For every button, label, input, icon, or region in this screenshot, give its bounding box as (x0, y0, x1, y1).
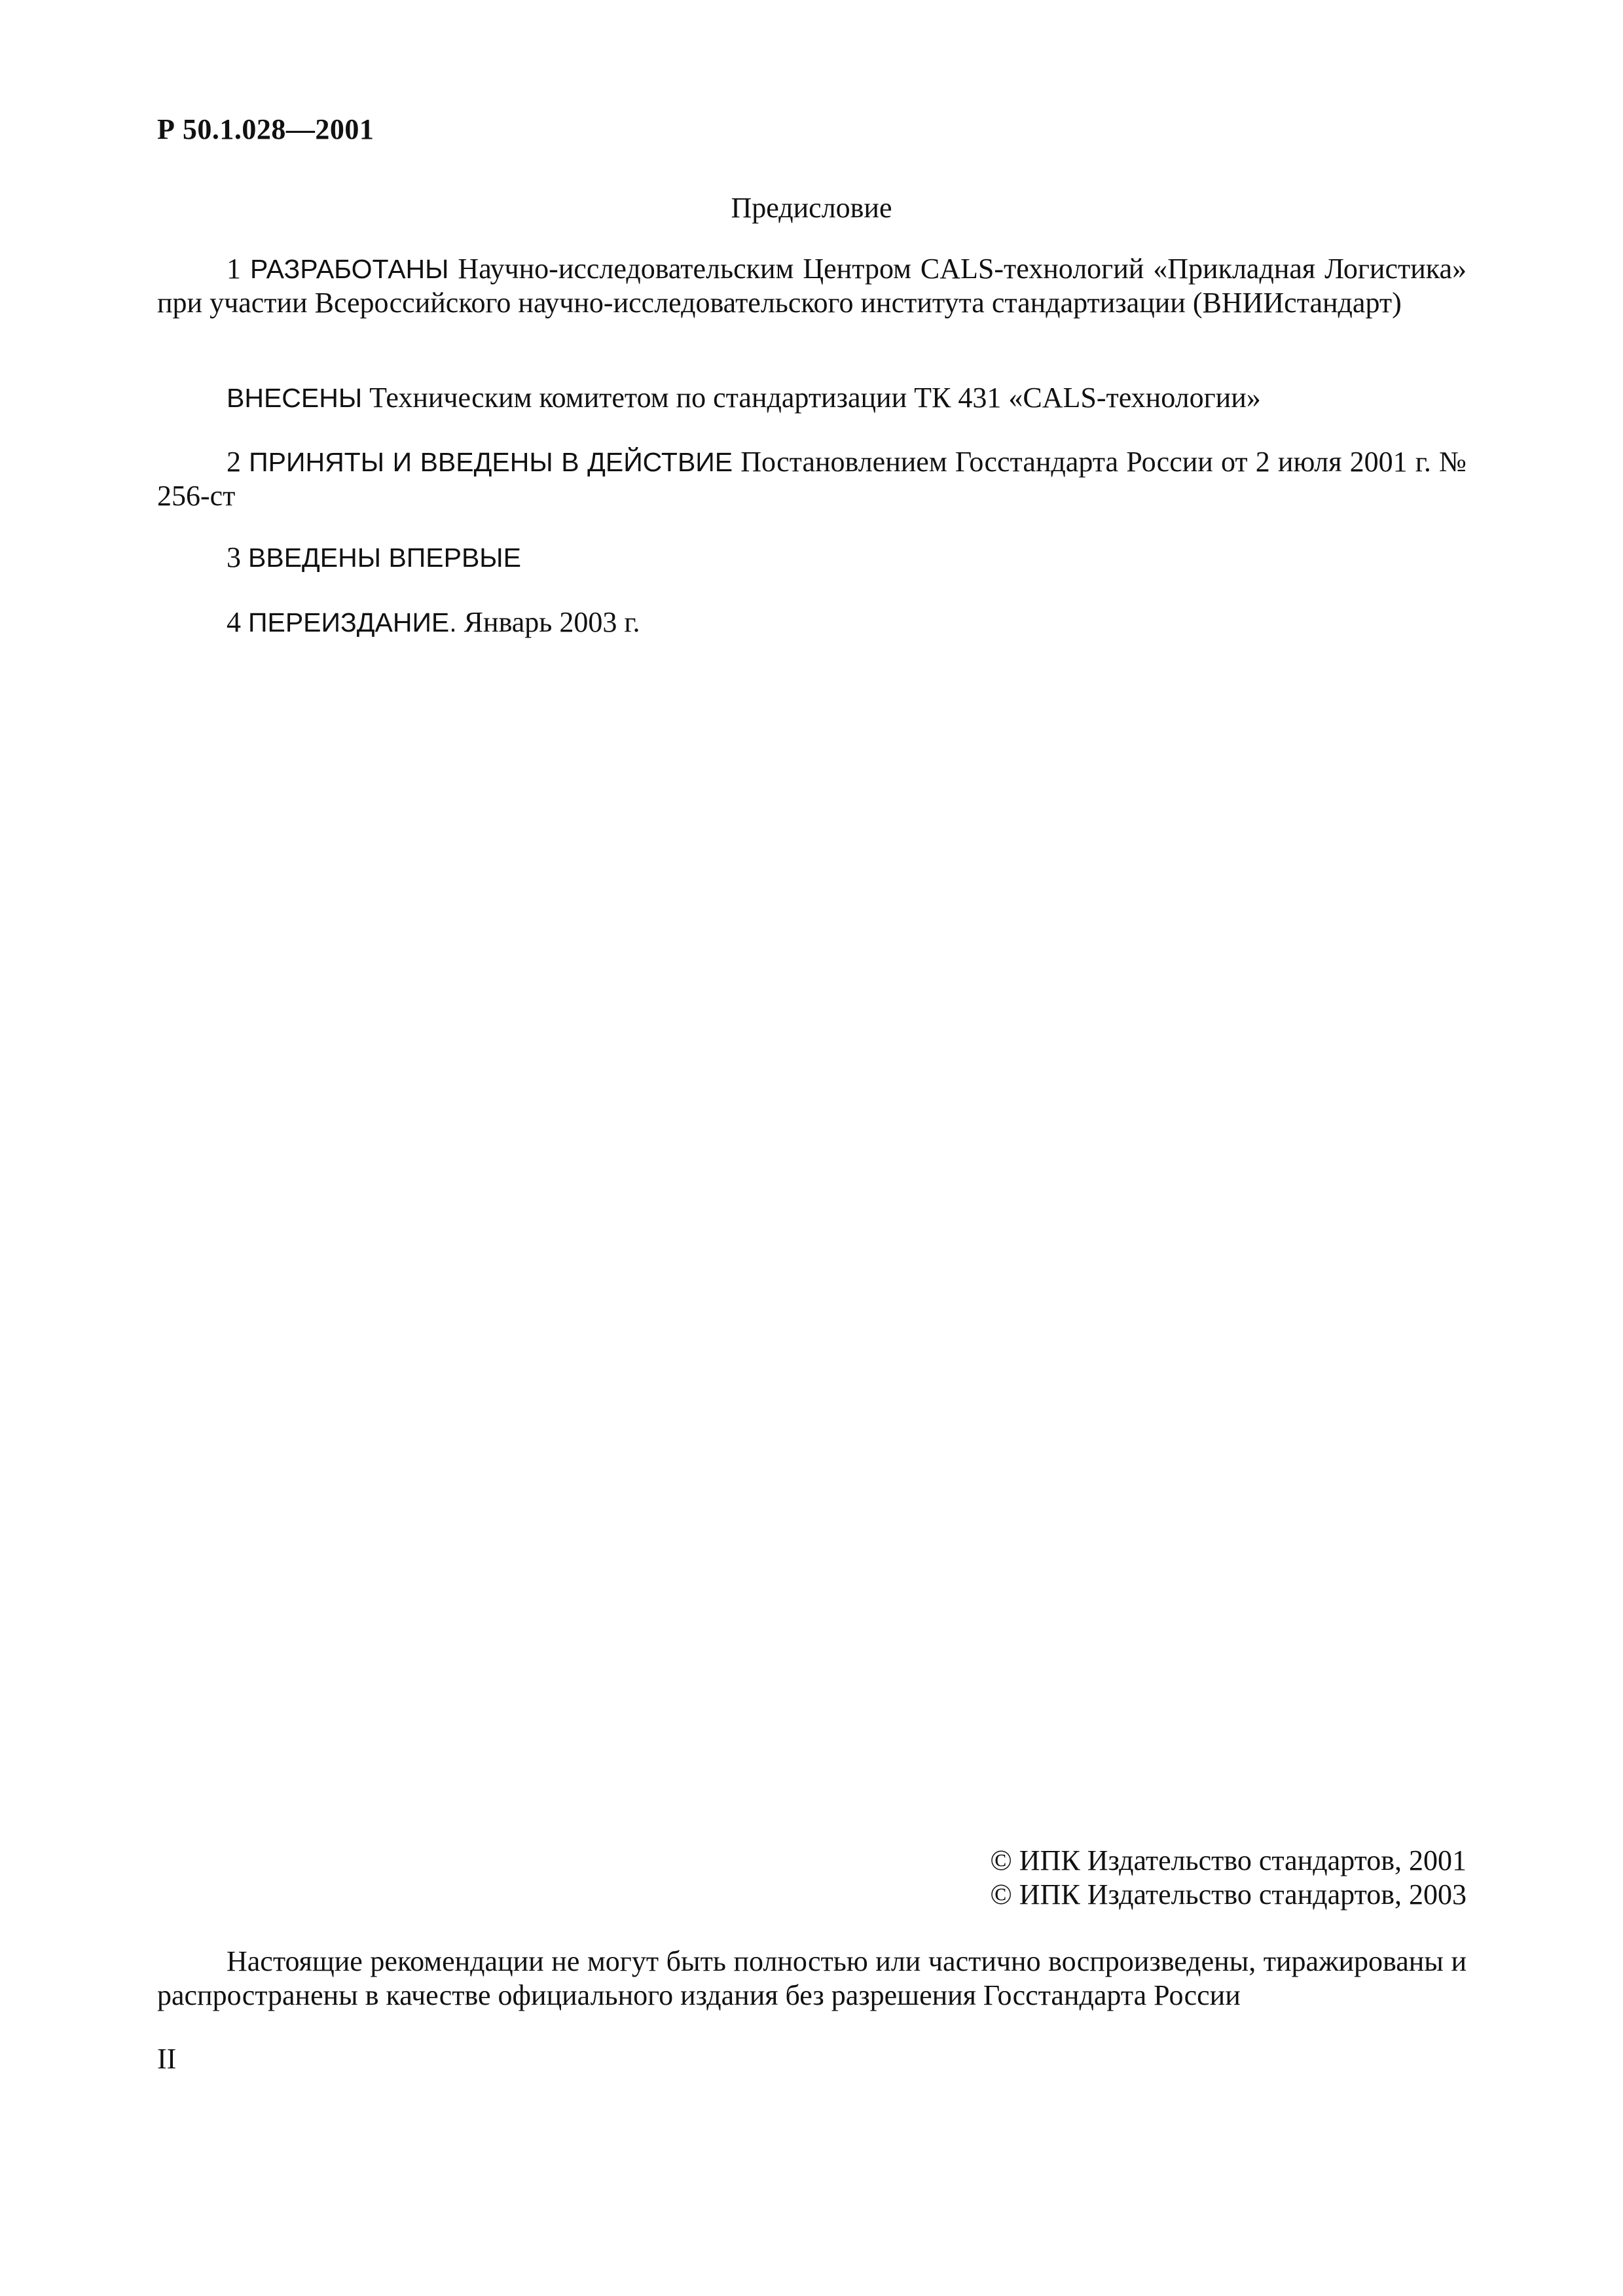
foreword-item-1 (157, 252, 1467, 320)
item-number: 2 (227, 446, 241, 478)
item-number: 1 (227, 253, 241, 285)
page-number: II (157, 2043, 177, 2075)
item-caps: ПЕРЕИЗДАНИЕ. (248, 607, 457, 637)
item-text: Техническим комитетом по стандартизации ТК 431 «CALS-технологии» (362, 382, 1261, 414)
item-text: Январь 2003 г. (456, 606, 640, 638)
item-text: Постановлением Госстандарта России от 2 июля 2001 г. № 256-ст (157, 446, 1467, 512)
item-caps: РАЗРАБОТАНЫ (249, 254, 449, 284)
item-caps: ВВЕДЕНЫ ВПЕРВЫЕ (248, 543, 521, 573)
foreword-item-submitted (157, 381, 1467, 415)
item-caps: ПРИНЯТЫ И ВВЕДЕНЫ В ДЕЙСТВИЕ (249, 447, 733, 477)
foreword-item-3 (157, 541, 1467, 575)
copyright-line-2003: © ИПК Издательство стандартов, 2003 (990, 1878, 1467, 1910)
copyright-line-2001: © ИПК Издательство стандартов, 2001 (990, 1844, 1467, 1876)
item-caps: ВНЕСЕНЫ (227, 383, 363, 413)
item-number: 4 (227, 606, 241, 638)
foreword-item-2 (157, 445, 1467, 513)
foreword-item-4 (157, 605, 1467, 639)
reproduction-notice: Настоящие рекомендации не могут быть полностью или частично воспроизведены, тиражированы и распространены в качестве официального издания без разрешения Госстандарта России (157, 1945, 1467, 2011)
foreword-title: Предисловие (731, 192, 892, 224)
item-text: Научно-исследовательским Центром CALS-технологий «Прикладная Логистика» при участии Всероссийского научно-исследовательского института стандартизации (ВНИИстандарт) (157, 253, 1467, 319)
item-number: 3 (227, 541, 241, 573)
document-code-header: Р 50.1.028—2001 (157, 113, 374, 145)
